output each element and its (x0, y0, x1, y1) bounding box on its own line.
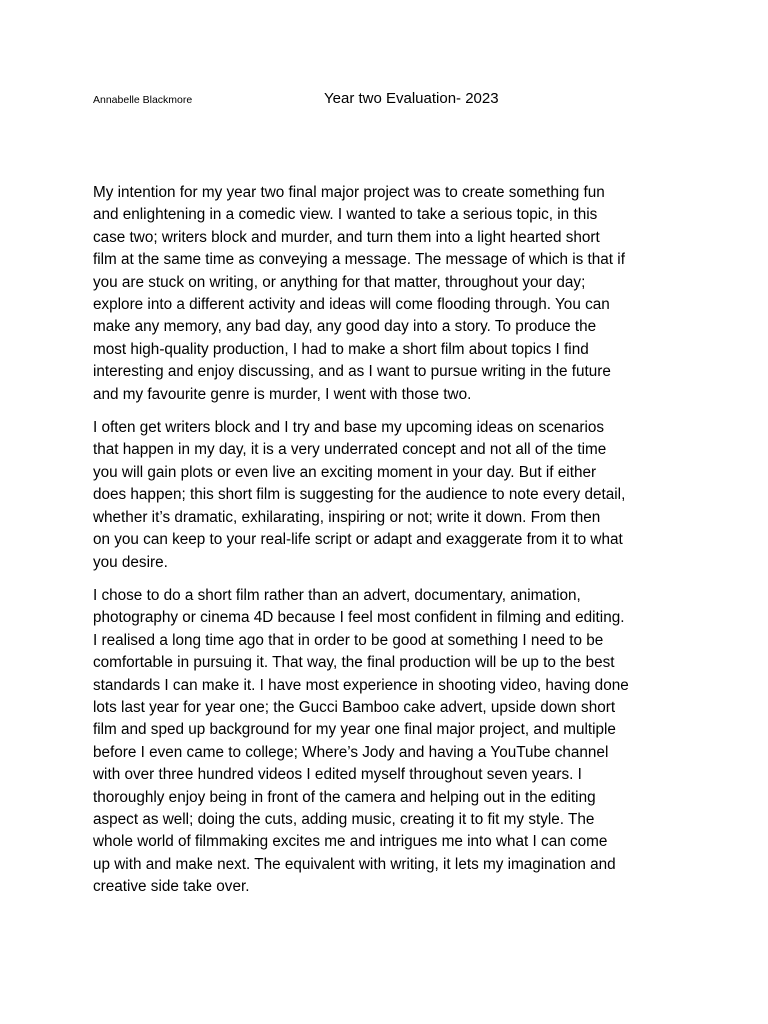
paragraph-line: case two; writers block and murder, and turn them into a light hearted short (93, 228, 600, 246)
document-title: Year two Evaluation- 2023 (324, 90, 499, 107)
paragraph-line: creative side take over. (93, 878, 250, 896)
paragraph-line: whether it’s dramatic, exhilarating, inspiring or not; write it down. From then (93, 508, 601, 526)
paragraph (93, 182, 683, 406)
paragraph-line: My intention for my year two final major project was to create something fun (93, 184, 605, 201)
paragraph-line: film and sped up background for my year one final major project, and multiple (93, 721, 616, 739)
paragraph-line: you will gain plots or even live an exciting moment in your day. But if either (93, 463, 597, 481)
paragraph-line: with over three hundred videos I edited myself throughout seven years. I (93, 766, 582, 784)
paragraph-line: does happen; this short film is suggesting for the audience to note every detail, (93, 486, 626, 504)
document-body (93, 182, 683, 910)
paragraph-line: lots last year for year one; the Gucci Bamboo cake advert, upside down short (93, 698, 616, 716)
paragraph-line: you are stuck on writing, or anything for that matter, throughout your day; (93, 273, 586, 291)
paragraph-line: and enlightening in a comedic view. I wanted to take a serious topic, in this (93, 206, 598, 224)
paragraph-line: explore into a different activity and ideas will come flooding through. You can (93, 296, 610, 314)
paragraph-line: you desire. (93, 553, 168, 571)
paragraph-line: and my favourite genre is murder, I went with those two. (93, 385, 472, 403)
paragraph (93, 417, 683, 574)
paragraph-line: standards I can make it. I have most experience in shooting video, having done (93, 676, 629, 694)
paragraph-line: film at the same time as conveying a message. The message of which is that if (93, 251, 625, 269)
paragraph-line: up with and make next. The equivalent with writing, it lets my imagination and (93, 855, 616, 873)
paragraph-line: interesting and enjoy discussing, and as I want to pursue writing in the future (93, 363, 611, 381)
paragraph-line: that happen in my day, it is a very underrated concept and not all of the time (93, 441, 607, 459)
paragraph-line: aspect as well; doing the cuts, adding music, creating it to fit my style. The (93, 810, 595, 828)
paragraph-line: I often get writers block and I try and base my upcoming ideas on scenarios (93, 419, 605, 437)
paragraph-line: make any memory, any bad day, any good day into a story. To produce the (93, 318, 597, 336)
paragraph-line: I chose to do a short film rather than an advert, documentary, animation, (93, 586, 581, 604)
paragraph-line: most high-quality production, I had to make a short film about topics I find (93, 340, 589, 358)
paragraph-line: comfortable in pursuing it. That way, the final production will be up to the best (93, 654, 615, 672)
paragraph-line: I realised a long time ago that in order to be good at something I need to be (93, 631, 604, 649)
paragraph-line: whole world of filmmaking excites me and intrigues me into what I can come (93, 833, 608, 851)
paragraph-line: photography or cinema 4D because I feel most confident in filming and editing. (93, 609, 625, 627)
paragraph-line: on you can keep to your real-life script or adapt and exaggerate from it to what (93, 531, 623, 549)
paragraph (93, 585, 683, 899)
paragraph-line: before I even came to college; Where’s Jody and having a YouTube channel (93, 743, 609, 761)
author-name: Annabelle Blackmore (93, 94, 193, 106)
paragraph-line: thoroughly enjoy being in front of the camera and helping out in the editing (93, 788, 596, 806)
